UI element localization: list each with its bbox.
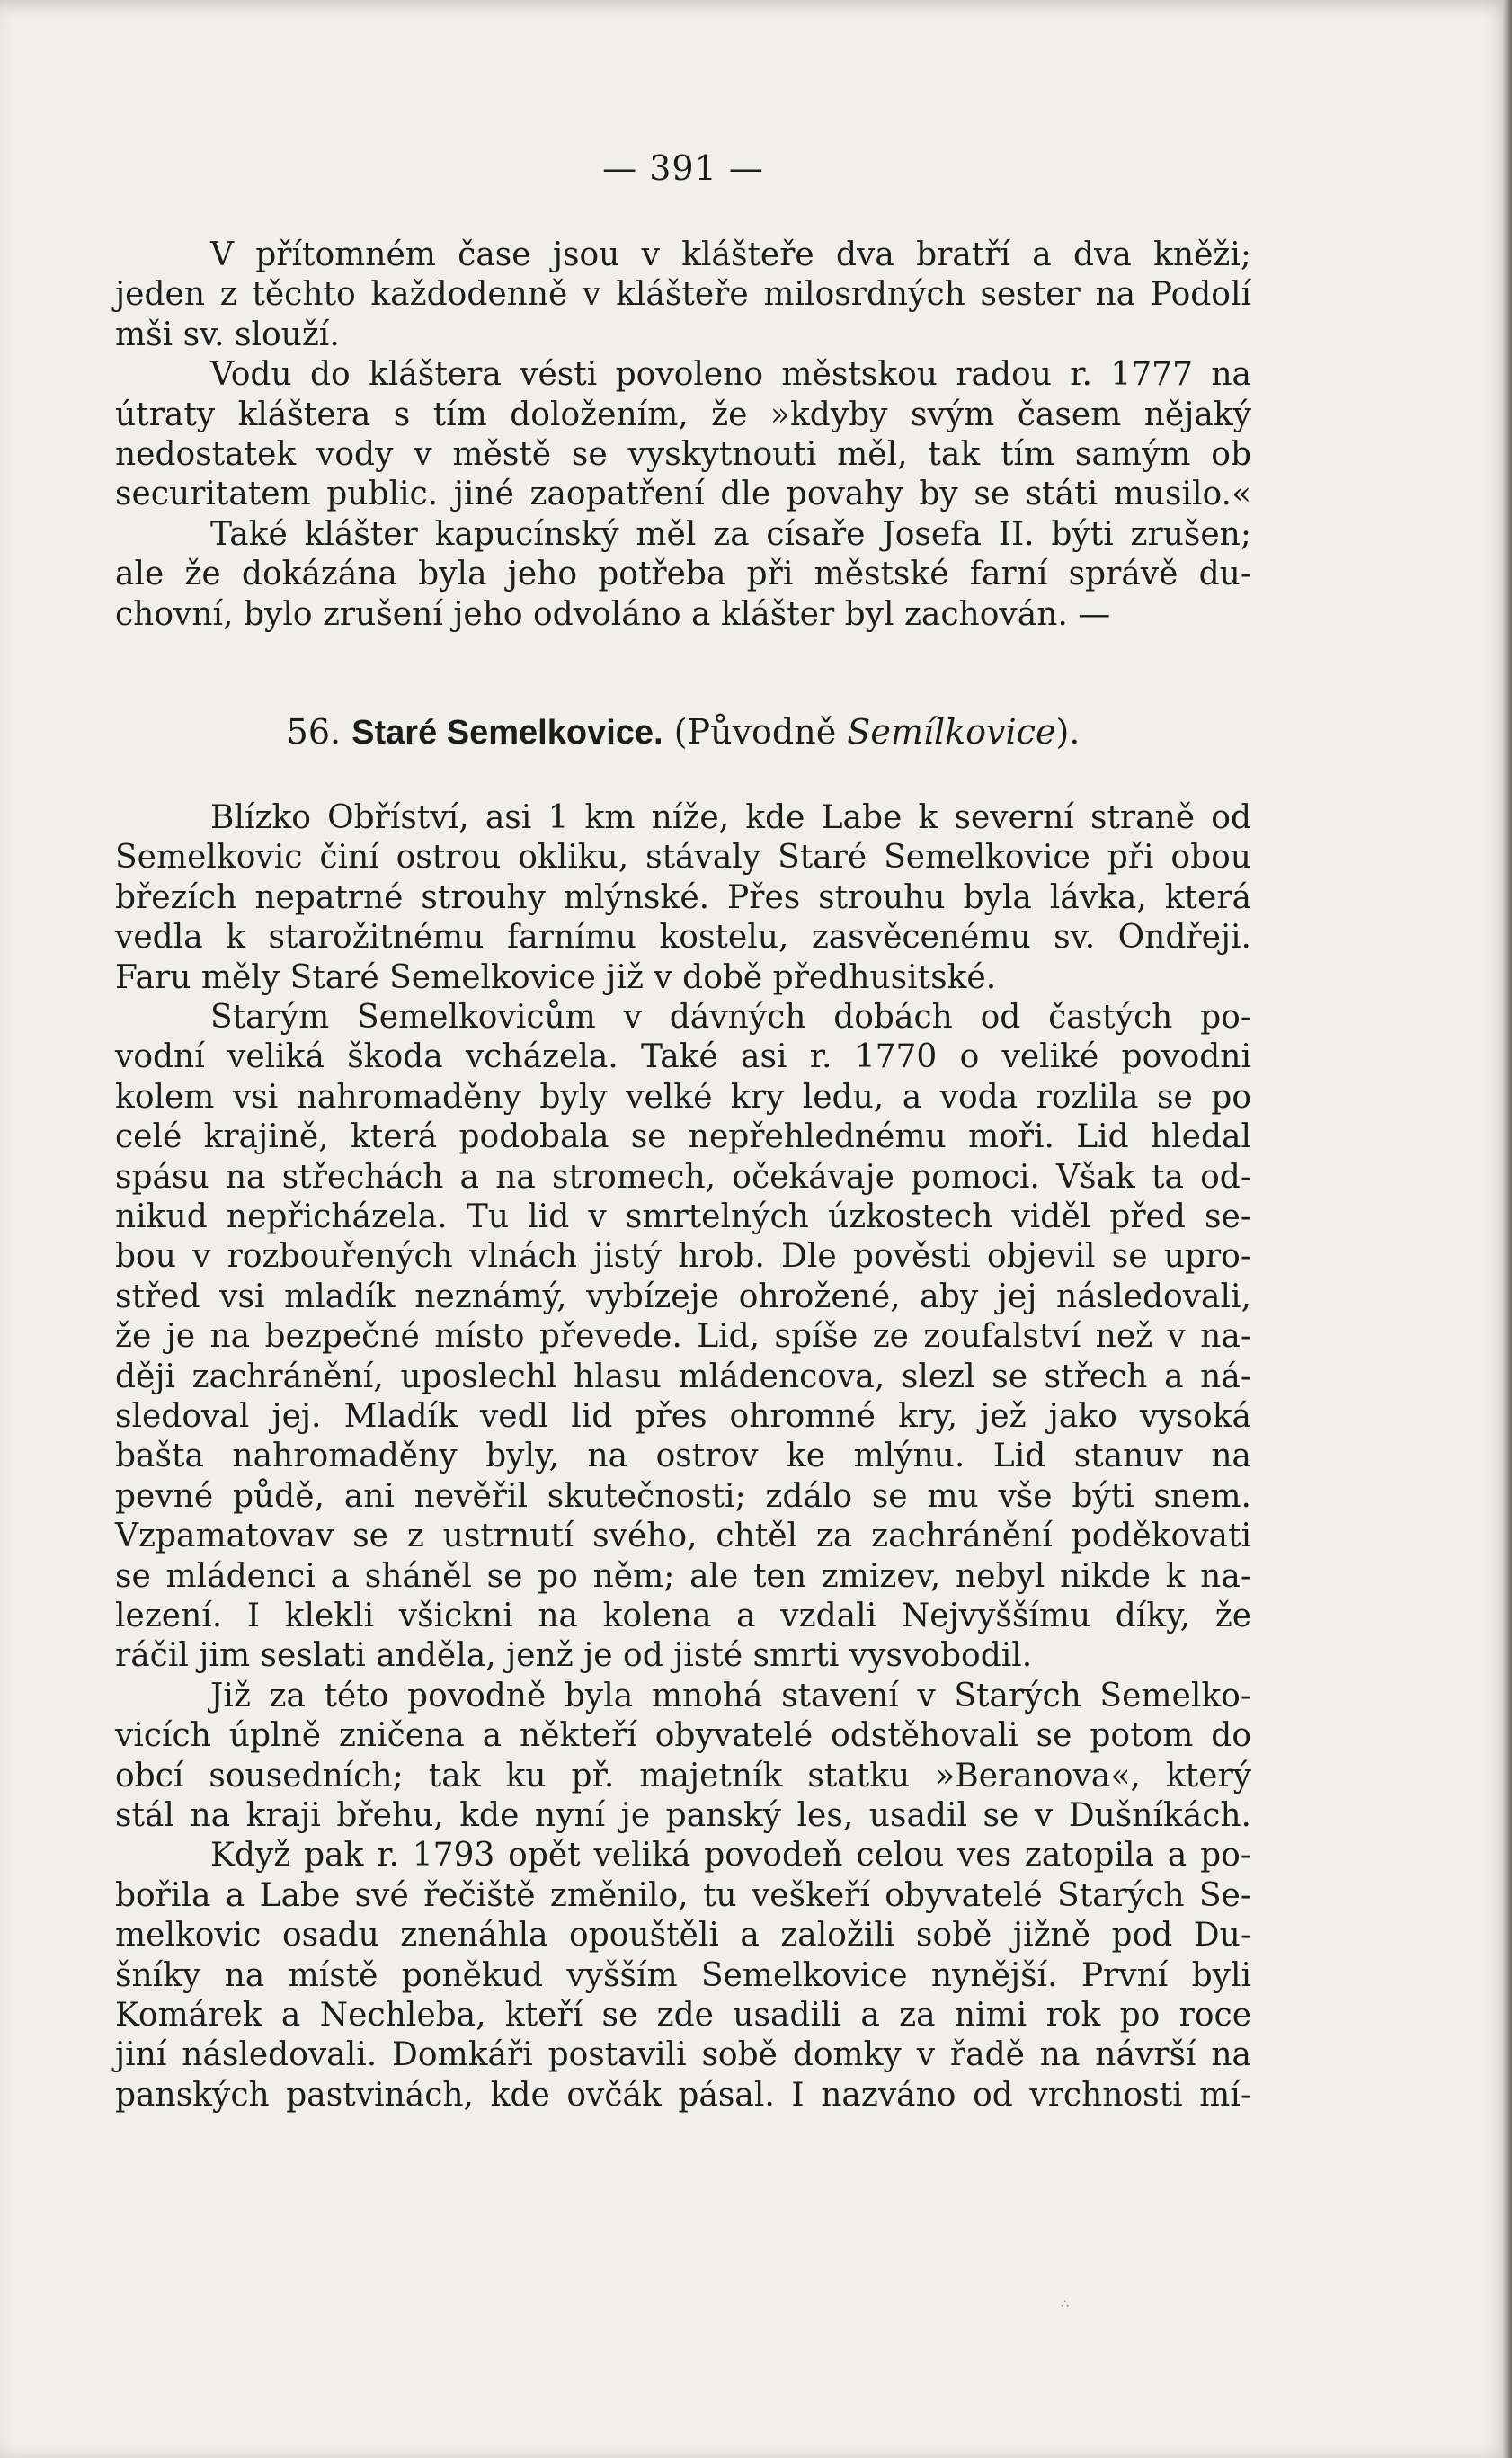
text-line: kolem vsi nahromaděny byly velké kry ledu, a voda rozlila se po: [115, 1078, 1251, 1116]
text-line: chovní, bylo zrušení jeho odvoláno a klášter byl zachován. —: [115, 595, 1111, 633]
text-line: panských pastvinách, kde ovčák pásal. I nazváno od vrchnosti mí-: [115, 2076, 1251, 2114]
text-line: vicích úplně zničena a někteří obyvatelé odstěhovali se potom do: [115, 1717, 1251, 1755]
text-line: Když pak r. 1793 opět veliká povodeň celou ves zatopila a po-: [210, 1837, 1251, 1875]
text-line: Faru měly Staré Semelkovice již v době předhusitské.: [115, 958, 997, 996]
text-line: vodní veliká škoda vcházela. Také asi r. 1770 o veliké povodni: [115, 1038, 1251, 1076]
text-line: vedla k starožitnému farnímu kostelu, zasvěcenému sv. Ondřeji.: [115, 919, 1251, 957]
text-line: březích nepatrné strouhy mlýnské. Přes strouhu byla lávka, která: [115, 878, 1251, 916]
text-line: lezení. I klekli všickni na kolena a vzdali Nejvyššímu díky, že: [115, 1598, 1251, 1634]
page-edge-shadow: [1503, 0, 1512, 2458]
page-number: — 391 —: [602, 148, 764, 188]
section-heading: [115, 712, 1251, 753]
text-line: Vzpamatovav se z ustrnutí svého, chtěl za zachránění poděkovati: [115, 1518, 1251, 1555]
text-line: V přítomném čase jsou v klášteře dva bratří a dva kněži;: [210, 236, 1251, 273]
paper-speck: ∴: [1061, 2297, 1069, 2311]
text-line: že je na bezpečné místo převede. Lid, spíše ze zoufalství než v na-: [115, 1318, 1251, 1356]
text-line: ale že dokázána byla jeho potřeba při městské farní správě du-: [115, 556, 1251, 593]
text-line: nedostatek vody v městě se vyskytnouti měl, tak tím samým ob: [115, 436, 1251, 473]
text-line: Již za této povodně byla mnohá stavení v Starých Semelko-: [210, 1677, 1251, 1714]
section-number: 56.: [286, 712, 342, 752]
text-line: Vodu do kláštera vésti povoleno městskou radou r. 1777 na: [210, 356, 1251, 394]
text-line: střed vsi mladík neznámý, vybízeje ohrožené, aby jej následovali,: [115, 1278, 1251, 1315]
text-line: se mládenci a sháněl se po něm; ale ten zmizev, nebyl nikde k na-: [115, 1557, 1251, 1595]
text-line: jeden z těchto každodenně v klášteře milosrdných sester na Podolí: [115, 276, 1251, 314]
text-line: Starým Semelkovicům v dávných dobách od častých po-: [210, 999, 1251, 1036]
section-title: Staré Semelkovice.: [351, 714, 663, 752]
text-line: securitatem public. jiné zaopatření dle povahy by se státi musilo.«: [115, 476, 1251, 513]
section-original-name: Semílkovice: [847, 712, 1056, 752]
text-line: ději zachránění, uposlechl hlasu mládencova, slezl se střech a ná-: [115, 1358, 1251, 1395]
text-line: spásu na střechách a na stromech, očekávaje pomoci. Však ta od-: [115, 1158, 1251, 1196]
text-line: obcí sousedních; tak ku př. majetník statku »Beranova«, který: [115, 1757, 1251, 1795]
text-line: šníky na místě poněkud vyšším Semelkovice nynější. První byli: [115, 1956, 1251, 1994]
text-line: Semelkovic činí ostrou okliku, stávaly Staré Semelkovice při obou: [115, 839, 1251, 877]
text-line: Také klášter kapucínský měl za císaře Josefa II. býti zrušen;: [210, 515, 1251, 553]
text-line: pevné půdě, ani nevěřil skutečnosti; zdálo se mu vše býti snem.: [115, 1477, 1251, 1515]
text-line: ráčil jim seslati anděla, jenž je od jisté smrti vysvobodil.: [115, 1637, 1033, 1675]
text-line: celé krajině, která podobala se nepřehlednému moři. Lid hledal: [115, 1118, 1251, 1156]
text-line: útraty kláštera s tím doložením, že »kdyby svým časem nějaký: [115, 396, 1251, 433]
text-line: stál na kraji břehu, kde nyní je panský les, usadil se v Dušníkách.: [115, 1797, 1251, 1834]
text-line: Blízko Obříství, asi 1 km níže, kde Labe k severní straně od: [210, 799, 1251, 836]
text-line: jiní následovali. Domkáři postavili sobě domky v řadě na návrší na: [115, 2036, 1251, 2074]
text-line: Komárek a Nechleba, kteří se zde usadili a za nimi rok po roce: [115, 1997, 1251, 2034]
text-line: bořila a Labe své řečiště změnilo, tu veškeří obyvatelé Starých Se-: [115, 1876, 1251, 1914]
section-suffix: ).: [1055, 712, 1081, 752]
section-prefix: (Původně: [673, 712, 837, 752]
text-line: sledoval jej. Mladík vedl lid přes ohromné kry, jež jako vysoká: [115, 1398, 1251, 1435]
text-line: nikud nepřicházela. Tu lid v smrtelných úzkostech viděl před se-: [115, 1198, 1251, 1235]
text-line: bou v rozbouřených vlnách jistý hrob. Dle pověsti objevil se upro-: [115, 1238, 1251, 1276]
text-line: mši sv. slouží.: [115, 316, 340, 353]
text-line: melkovic osadu znenáhla opouštěli a založili sobě jižně pod Du-: [115, 1917, 1251, 1955]
text-line: bašta nahromaděny byly, na ostrov ke mlýnu. Lid stanuv na: [115, 1438, 1251, 1475]
